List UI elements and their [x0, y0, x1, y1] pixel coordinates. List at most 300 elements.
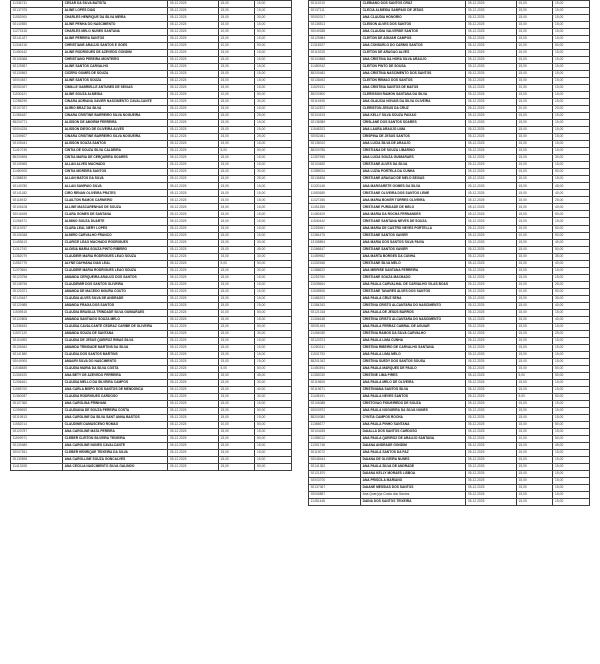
row-nome: CINARA CRISTINE BARREIRO SILVA NOGUEIRA — [62, 113, 167, 120]
table-row — [309, 8, 590, 15]
row-valor2: 15,00 — [553, 134, 590, 141]
row-valor1: 15,00 — [218, 435, 255, 442]
row-matricula: 92119495 — [309, 99, 361, 106]
table-row — [11, 379, 292, 386]
row-valor1: 15,00 — [516, 450, 553, 457]
table-row — [11, 113, 292, 120]
row-valor2: 15,00 — [553, 358, 590, 365]
row-valor1: 15,00 — [218, 386, 255, 393]
row-valor2: 15,00 — [553, 141, 590, 148]
row-data: 05.12.2025 — [466, 106, 517, 113]
row-data: 05.12.2025 — [466, 253, 517, 260]
table-row — [309, 464, 590, 471]
row-data: 05.12.2025 — [466, 22, 517, 29]
row-valor2: 15,00 — [255, 457, 292, 464]
row-nome: ALISSON SOUZA SANTOS — [62, 141, 167, 148]
row-data: 05.12.2025 — [168, 239, 219, 246]
table-row — [309, 302, 590, 309]
row-data: 05.12.2025 — [168, 36, 219, 43]
row-valor1: 5,00 — [218, 260, 255, 267]
row-valor1: 15,00 — [218, 246, 255, 253]
row-matricula: 92120787 — [11, 428, 63, 435]
row-valor2: 15,00 — [255, 197, 292, 204]
row-valor2: 15,00 — [553, 162, 590, 169]
table-row — [309, 1, 590, 8]
row-matricula: 92104568 — [309, 57, 361, 64]
table-row — [11, 211, 292, 218]
row-nome: CHARLES MELO NUNES SANTANA — [62, 29, 167, 36]
row-matricula: 11306461 — [11, 379, 63, 386]
row-data: 05.12.2025 — [466, 457, 517, 464]
row-data: 05.12.2025 — [466, 8, 517, 15]
row-matricula: 92049288 — [309, 29, 361, 36]
row-valor2: 30,00 — [255, 99, 292, 106]
row-nome: ALLAN ALVES MACHADO — [62, 162, 167, 169]
row-matricula: 92142872 — [309, 106, 361, 113]
row-valor2: 50,00 — [255, 323, 292, 330]
table-row — [309, 29, 590, 36]
row-nome: CRISTINA RAMOS DA SILVA CARVALHO — [360, 330, 465, 337]
row-valor1: 15,00 — [516, 478, 553, 485]
row-data: 05.12.2025 — [168, 113, 219, 120]
row-data: 05.12.2025 — [466, 407, 517, 414]
row-data: 05.12.2025 — [466, 499, 517, 506]
table-row — [11, 358, 292, 365]
row-matricula: 11320146 — [309, 183, 361, 190]
row-valor1: 15,00 — [516, 337, 553, 344]
right-column — [300, 0, 600, 506]
row-matricula: 92141182 — [11, 190, 63, 197]
row-matricula: 11335453 — [11, 323, 63, 330]
row-nome: DAINA DOS SANTOS TEIXEIRA — [360, 499, 465, 506]
row-valor2: 15,00 — [255, 450, 292, 457]
table-row — [11, 50, 292, 57]
row-valor1: 15,00 — [516, 274, 553, 281]
row-valor2: 50,00 — [553, 232, 590, 239]
table-row — [309, 120, 590, 127]
row-data: 05.12.2025 — [168, 428, 219, 435]
row-nome: CRISTIANE ALVES DA SILVA — [360, 162, 465, 169]
row-nome: ANA MARTA BORGES DA CUNHA — [360, 253, 465, 260]
row-nome: ANA CAROLINE NUNES CAVALCANTE — [62, 442, 167, 449]
row-nome: CIMILLE GABRIELLE ANTUNES DE SEIXAS — [62, 85, 167, 92]
row-matricula: 92006857 — [309, 492, 361, 499]
row-nome: CRISTIANE PURIDADE DE MELO — [360, 204, 465, 211]
row-data: 05.12.2025 — [168, 358, 219, 365]
row-nome: DAIANA ANDRADE GONDIM — [360, 442, 465, 449]
row-data: 05.12.2025 — [466, 344, 517, 351]
row-valor2: 15,00 — [255, 211, 292, 218]
row-valor1: 15,00 — [218, 253, 255, 260]
row-valor2: 15,00 — [553, 344, 590, 351]
left-listing-table — [10, 0, 292, 471]
row-nome: CLEITON DE AGUIAR CAMPOS — [360, 36, 465, 43]
row-data: 05.12.2025 — [168, 148, 219, 155]
row-valor1: 15,00 — [218, 120, 255, 127]
row-valor1: 15,00 — [516, 99, 553, 106]
row-nome: CRISTINA CRISTO ALCANTARA DO NASCIMENTO — [360, 316, 465, 323]
row-valor2: 15,00 — [255, 127, 292, 134]
row-nome: ANA PAULA NEVES SANTOS — [360, 393, 465, 400]
row-valor2: 25,00 — [255, 176, 292, 183]
row-matricula: 92120374 — [309, 337, 361, 344]
row-matricula: 92125984 — [309, 36, 361, 43]
table-row — [309, 414, 590, 421]
row-valor1: 15,00 — [218, 232, 255, 239]
row-valor1: 15,00 — [516, 120, 553, 127]
row-valor1: 15,00 — [218, 22, 255, 29]
row-matricula: 11552900 — [11, 15, 63, 22]
row-valor1: 15,00 — [218, 190, 255, 197]
row-data: 05.12.2025 — [168, 8, 219, 15]
row-valor2: 50,00 — [553, 421, 590, 428]
row-valor1: 20,00 — [516, 106, 553, 113]
row-nome: CLEITON PINTO DE SOUSA — [360, 64, 465, 71]
table-row — [309, 155, 590, 162]
row-valor1: 10,00 — [218, 29, 255, 36]
row-nome: ALMINO SOUZA DUARTE — [62, 218, 167, 225]
row-valor2: 15,00 — [553, 386, 590, 393]
table-row — [11, 190, 292, 197]
row-data: 05.12.2025 — [168, 190, 219, 197]
row-valor1: 15,00 — [516, 225, 553, 232]
row-valor1: 15,00 — [516, 330, 553, 337]
row-valor2: 15,00 — [553, 414, 590, 421]
row-valor1: 15,00 — [516, 127, 553, 134]
row-data: 05.12.2025 — [466, 239, 517, 246]
row-data: 05.12.2025 — [466, 435, 517, 442]
table-row — [11, 274, 292, 281]
row-data: 05.12.2025 — [466, 330, 517, 337]
row-nome: ALIRIO BRAZ DA SILVA — [62, 106, 167, 113]
row-nome: ANA CLAUDIA HONORIO — [360, 15, 465, 22]
row-matricula: 11271515 — [11, 29, 63, 36]
row-nome: CRISTINA RIBEIRO DE CARVALHO SANTANA — [360, 344, 465, 351]
row-matricula: 11540442 — [309, 218, 361, 225]
table-row — [309, 386, 590, 393]
row-matricula: 92004547 — [11, 78, 63, 85]
table-row — [309, 400, 590, 407]
row-matricula: 92139598 — [11, 457, 63, 464]
table-row — [11, 43, 292, 50]
row-valor1: 15,00 — [516, 442, 553, 449]
row-data: 05.12.2025 — [168, 57, 219, 64]
row-data: 05.12.2025 — [466, 204, 517, 211]
row-valor1: 15,00 — [218, 197, 255, 204]
row-valor2: 15,00 — [255, 302, 292, 309]
row-nome: CLAUDEMIR DOS SANTOS OLIVEIRA — [62, 281, 167, 288]
table-row — [11, 407, 292, 414]
row-valor1: 15,00 — [218, 211, 255, 218]
row-data: 05.12.2025 — [168, 1, 219, 8]
table-row — [11, 127, 292, 134]
row-matricula: 92003972 — [309, 407, 361, 414]
row-valor2: 15,00 — [255, 344, 292, 351]
row-nome: CRISTIANE SANTANA NEVES DE SOUZA — [360, 218, 465, 225]
row-data: 05.12.2025 — [168, 204, 219, 211]
row-nome: CRISTIANE SILVA MELO — [360, 260, 465, 267]
row-valor2: 15,00 — [553, 274, 590, 281]
row-nome: ANA LAURA ARAUJO LIMA — [360, 127, 465, 134]
row-data: 05.12.2025 — [466, 323, 517, 330]
row-matricula: 11552685 — [309, 190, 361, 197]
row-nome: ANA PAULA MELO DE OLIVEIRA — [360, 379, 465, 386]
row-nome: CLECIA ALMEIDA SAMPAIO DE JESUS — [360, 8, 465, 15]
row-valor1: 15,00 — [218, 295, 255, 302]
row-nome: AMANDA SOUZA DE SANTANA — [62, 330, 167, 337]
row-valor1: 15,00 — [218, 218, 255, 225]
row-matricula: 92003700 — [309, 478, 361, 485]
row-valor2: 50,00 — [553, 169, 590, 176]
table-row — [309, 246, 590, 253]
row-valor2: 50,00 — [255, 29, 292, 36]
row-nome: ANA PAULA DE JESUS BARROS — [360, 309, 465, 316]
row-data: 05.12.2025 — [466, 218, 517, 225]
row-data: 05.12.2025 — [466, 141, 517, 148]
table-row — [309, 183, 590, 190]
row-nome: DAIANA DE OLIVEIRA NUNES — [360, 457, 465, 464]
table-row — [309, 92, 590, 99]
table-row — [11, 365, 292, 372]
row-nome: Ana Quer(c)a Costa dos Santos — [360, 492, 465, 499]
row-valor1: 15,00 — [218, 393, 255, 400]
row-nome: CINTIA MARIA DE CERQUEIRA SOARES — [62, 155, 167, 162]
row-valor1: 15,00 — [218, 450, 255, 457]
table-row — [11, 337, 292, 344]
row-matricula: 11312792 — [11, 246, 63, 253]
row-data: 05.12.2025 — [466, 485, 517, 492]
row-valor1: 15,00 — [218, 344, 255, 351]
row-valor1: 15,00 — [218, 134, 255, 141]
table-row — [11, 281, 292, 288]
row-data: 05.12.2025 — [168, 337, 219, 344]
table-row — [309, 85, 590, 92]
row-valor1: 15,00 — [218, 379, 255, 386]
row-valor1: 15,00 — [516, 36, 553, 43]
row-valor1: 15,00 — [516, 492, 553, 499]
row-matricula: 11460429 — [309, 211, 361, 218]
row-data: 05.12.2025 — [168, 309, 219, 316]
table-row — [11, 428, 292, 435]
row-matricula: 11410749 — [11, 148, 63, 155]
row-matricula: 11450905 — [11, 169, 63, 176]
row-nome: CLAUDINEI DAMASCENO ROMAO — [62, 421, 167, 428]
row-valor1: 15,00 — [516, 78, 553, 85]
row-nome: CYNTIA CAMPOS ROCHA — [360, 414, 465, 421]
table-row — [11, 183, 292, 190]
row-matricula: 11507120 — [11, 330, 63, 337]
row-matricula: 11304648 — [309, 316, 361, 323]
row-data: 05.12.2025 — [466, 71, 517, 78]
row-data: 05.12.2025 — [168, 176, 219, 183]
table-row — [11, 57, 292, 64]
table-row — [11, 393, 292, 400]
table-row — [309, 471, 590, 478]
row-data: 05.12.2025 — [466, 190, 517, 197]
row-data: 05.12.2025 — [466, 393, 517, 400]
table-row — [11, 253, 292, 260]
table-row — [11, 351, 292, 358]
row-nome: ANA CLAUDIA VALVERDE SANTOS — [360, 29, 465, 36]
row-matricula: 11253760 — [309, 274, 361, 281]
row-data: 05.12.2025 — [466, 85, 517, 92]
row-matricula: 11549506 — [309, 288, 361, 295]
row-valor1: 15,00 — [516, 471, 553, 478]
row-valor2: 50,00 — [255, 260, 292, 267]
row-data: 05.12.2025 — [466, 478, 517, 485]
row-valor1: 15,00 — [218, 302, 255, 309]
row-data: 05.12.2025 — [168, 246, 219, 253]
table-row — [11, 400, 292, 407]
row-valor1: 15,00 — [218, 50, 255, 57]
row-matricula: 92106088 — [309, 400, 361, 407]
row-matricula: 11357955 — [309, 155, 361, 162]
row-valor2: 50,00 — [255, 407, 292, 414]
left-table-body — [11, 1, 292, 471]
row-valor1: 5,00 — [218, 148, 255, 155]
table-row — [309, 330, 590, 337]
table-row — [11, 29, 292, 36]
row-nome: ALINE SANTOS SOUZA — [62, 78, 167, 85]
row-matricula: 11336731 — [11, 1, 63, 8]
row-valor1: 15,00 — [516, 302, 553, 309]
row-nome: CRISTIANE TAVARES ALVES DOS SANTOS — [360, 288, 465, 295]
row-valor2: 15,00 — [255, 428, 292, 435]
row-data: 05.12.2025 — [466, 92, 517, 99]
row-valor2: 15,00 — [553, 492, 590, 499]
row-data: 05.12.2025 — [466, 442, 517, 449]
row-nome: ALISSON DIEGO DE OLIVEIRA ALVES — [62, 127, 167, 134]
row-matricula: 85200482 — [309, 71, 361, 78]
row-valor2: 15,00 — [255, 1, 292, 8]
row-valor1: 15,00 — [516, 267, 553, 274]
row-valor2: 30,00 — [255, 267, 292, 274]
table-row — [11, 414, 292, 421]
row-valor2: 50,00 — [553, 365, 590, 372]
row-valor1: 15,00 — [516, 386, 553, 393]
row-nome: CLAUDIA MARIA DA SILVA COSTA — [62, 365, 167, 372]
row-matricula: 11304920 — [11, 372, 63, 379]
row-data: 05.12.2025 — [466, 450, 517, 457]
row-valor1: 15,00 — [218, 323, 255, 330]
row-data: 05.12.2025 — [168, 393, 219, 400]
table-row — [11, 15, 292, 22]
row-nome: ANA KELLY SILVA SOUZA PAIXAO — [360, 113, 465, 120]
row-valor1: 15,00 — [218, 372, 255, 379]
row-valor1: 15,00 — [218, 225, 255, 232]
row-nome: CHARLES HENRIQUE DA SILVA MEIRA — [62, 15, 167, 22]
row-data: 05.12.2025 — [168, 316, 219, 323]
row-valor1: 15,00 — [516, 134, 553, 141]
row-nome: ANA PAULA FERRAZ CABRAL DE AGUIAR — [360, 323, 465, 330]
row-data: 05.12.2025 — [466, 464, 517, 471]
row-nome: ANA PAULA PINHO SANTANA — [360, 421, 465, 428]
row-valor1: 15,00 — [516, 15, 553, 22]
table-row — [309, 450, 590, 457]
row-matricula: 85200786 — [309, 148, 361, 155]
row-valor1: 10,00 — [516, 85, 553, 92]
row-valor2: 50,00 — [553, 211, 590, 218]
row-matricula: 11413208 — [11, 464, 63, 471]
row-matricula: 92104630 — [309, 162, 361, 169]
row-data: 05.12.2025 — [168, 414, 219, 421]
row-matricula: 11258295 — [11, 99, 63, 106]
row-matricula: 92143447 — [11, 295, 63, 302]
row-nome: CHRISTIANE ARAUJO SANTOS E GOES — [62, 43, 167, 50]
row-valor2: 15,00 — [255, 232, 292, 239]
row-valor2: 15,00 — [255, 295, 292, 302]
row-matricula: 11352030 — [309, 372, 361, 379]
row-valor1: 15,00 — [218, 442, 255, 449]
table-row — [309, 492, 590, 499]
table-row — [309, 337, 590, 344]
row-matricula: 92120808 — [11, 316, 63, 323]
row-valor2: 15,00 — [553, 351, 590, 358]
row-data: 05.12.2025 — [466, 295, 517, 302]
row-valor2: 35,00 — [553, 295, 590, 302]
row-valor2: 15,00 — [553, 428, 590, 435]
row-valor2: 15,00 — [255, 183, 292, 190]
row-nome: ANA MARIA BOKER TORRES OLIVEIRA — [360, 197, 465, 204]
table-row — [11, 162, 292, 169]
row-nome: AMANDA FRAGA DOS SANTOS — [62, 302, 167, 309]
row-valor1: 15,00 — [218, 57, 255, 64]
row-nome: CRISTIANE OLIVEIRA DOS SANTOS LEME — [360, 190, 465, 197]
table-row — [309, 288, 590, 295]
row-valor1: 15,00 — [516, 71, 553, 78]
row-nome: CRISTINE LIMA PIRES — [360, 372, 465, 379]
row-nome: CLAUDIA CAVALCANTE CEDRAZ CARIBE DE OLIVEIRA — [62, 323, 167, 330]
row-matricula: 11344316 — [11, 43, 63, 50]
row-valor2: 40,00 — [553, 260, 590, 267]
table-row — [11, 78, 292, 85]
row-valor2: 15,00 — [553, 64, 590, 71]
row-nome: ANA PAULA NOGUEIRA DA SILVA NUNES — [360, 407, 465, 414]
row-nome: CLEISON ALVES DOS SANTOS — [360, 22, 465, 29]
row-data: 05.12.2025 — [168, 253, 219, 260]
row-valor1: 15,00 — [516, 400, 553, 407]
row-matricula: 11552014 — [11, 421, 63, 428]
row-data: 05.12.2025 — [168, 141, 219, 148]
table-row — [309, 190, 590, 197]
row-data: 05.12.2025 — [168, 232, 219, 239]
row-data: 05.12.2025 — [466, 400, 517, 407]
row-valor1: 15,00 — [218, 316, 255, 323]
row-matricula: 11360087 — [11, 393, 63, 400]
row-valor1: 15,00 — [218, 8, 255, 15]
row-data: 05.12.2025 — [466, 316, 517, 323]
row-matricula: 11494065 — [309, 330, 361, 337]
row-valor2: 40,00 — [553, 316, 590, 323]
row-valor2: 15,00 — [553, 8, 590, 15]
table-row — [309, 253, 590, 260]
table-row — [309, 148, 590, 155]
row-valor1: 15,00 — [218, 464, 255, 471]
row-valor2: 30,00 — [255, 379, 292, 386]
row-valor2: 15,00 — [255, 337, 292, 344]
row-matricula: 92052481 — [309, 134, 361, 141]
row-nome: AMANDA SANTIAGO SOUZA MELO — [62, 316, 167, 323]
row-data: 05.12.2025 — [466, 232, 517, 239]
table-row — [11, 36, 292, 43]
row-valor2: 15,00 — [255, 64, 292, 71]
row-data: 05.12.2025 — [168, 379, 219, 386]
row-matricula: 11399653 — [11, 407, 63, 414]
row-valor1: 15,00 — [516, 141, 553, 148]
row-valor1: 15,00 — [516, 211, 553, 218]
row-matricula: 92104992 — [11, 337, 63, 344]
row-data: 05.12.2025 — [466, 148, 517, 155]
